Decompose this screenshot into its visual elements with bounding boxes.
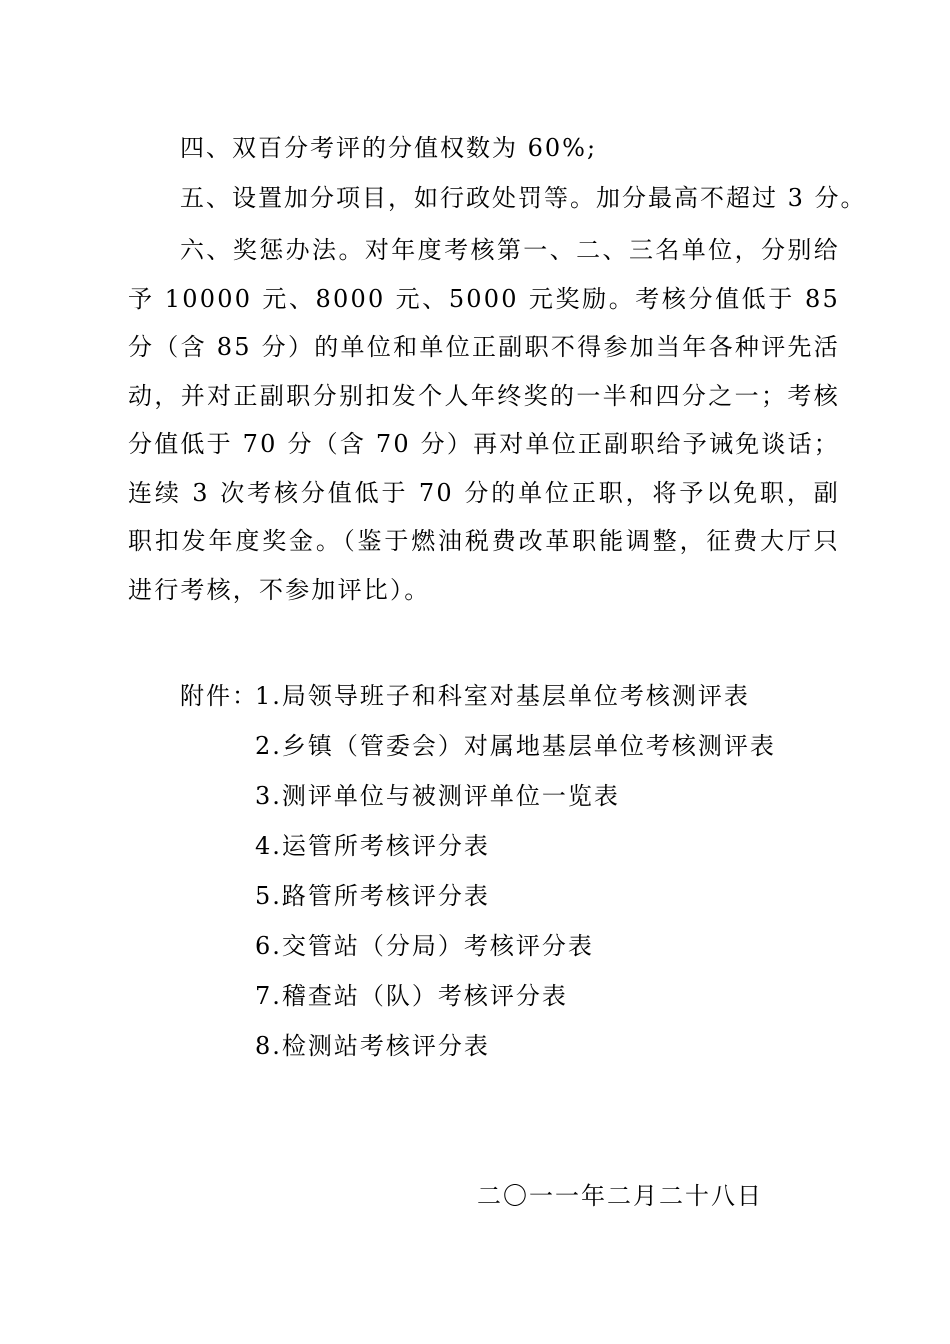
attachment-item: 3.测评单位与被测评单位一览表 — [255, 782, 620, 810]
attachments-label: 附件： — [180, 682, 258, 710]
attachment-item: 1.局领导班子和科室对基层单位考核测评表 — [255, 682, 750, 710]
attachment-item: 6.交管站（分局）考核评分表 — [255, 932, 594, 960]
item-4-text: 四、双百分考评的分值权数为 60%; — [180, 134, 598, 162]
item-5-text: 五、设置加分项目，如行政处罚等。加分最高不超过 3 分。 — [180, 184, 867, 212]
attachment-item: 7.稽查站（队）考核评分表 — [255, 982, 568, 1010]
attachment-item: 8.检测站考核评分表 — [255, 1032, 490, 1060]
attachment-item: 5.路管所考核评分表 — [255, 882, 490, 910]
attachment-item: 4.运管所考核评分表 — [255, 832, 490, 860]
document-date: 二〇一一年二月二十八日 — [477, 1182, 763, 1210]
attachment-item: 2.乡镇（管委会）对属地基层单位考核测评表 — [255, 732, 776, 760]
item-6-paragraph: 六、奖惩办法。对年度考核第一、二、三名单位，分别给予 10000 元、8000 元、5000 元奖励。考核分值低于 85 分（含 85 分）的单位和单位正副职不得参加当年各种评先活动，并对正副职分别扣发个人年终奖的一半和四分之一；考核分值低于 70 分（含 70 分）再对单位正副职给予诫免谈话；连续 3 次考核分值低于 70 分的单位正职，将予以免职，副职扣发年度奖金。（鉴于燃油税费改革职能调整，征费大厅只进行考核，不参加评比）。 — [128, 236, 840, 604]
